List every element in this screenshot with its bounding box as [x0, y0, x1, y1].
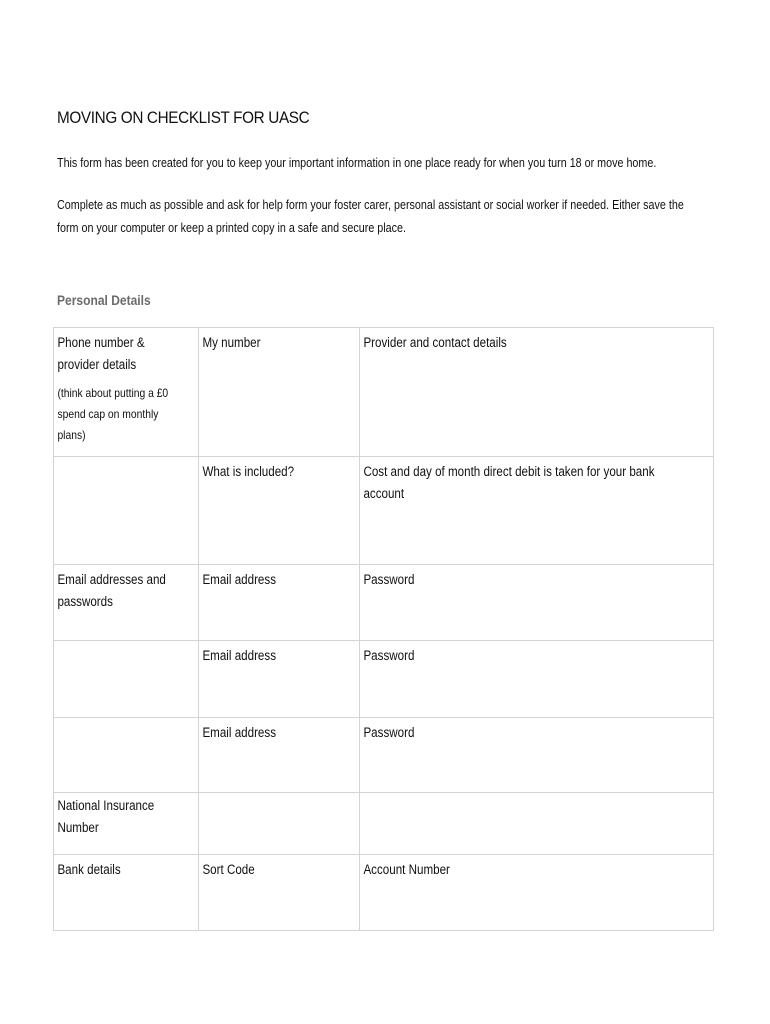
section-title-personal-details: Personal Details — [57, 292, 151, 308]
account-number-field[interactable] — [360, 855, 714, 931]
ni-label: National Insurance Number — [57, 798, 155, 835]
email-address-field-2[interactable] — [199, 641, 360, 718]
my-number-label: My number — [202, 335, 261, 350]
what-included-label: What is included? — [202, 464, 295, 479]
ni-number-field[interactable] — [199, 793, 360, 855]
email-label-cell — [54, 565, 199, 641]
empty-label-cell — [54, 457, 199, 565]
email-address-label-3: Email address — [202, 725, 277, 740]
table-row-national-insurance — [54, 793, 714, 855]
password-label-3: Password — [363, 725, 415, 740]
ni-extra-field[interactable] — [360, 793, 714, 855]
direct-debit-field[interactable] — [360, 457, 714, 565]
table-row-email-3 — [54, 718, 714, 793]
email-address-field-1[interactable] — [199, 565, 360, 641]
provider-contact-field[interactable] — [360, 328, 714, 457]
account-number-label: Account Number — [363, 862, 450, 877]
password-field-1[interactable] — [360, 565, 714, 641]
my-number-field[interactable] — [199, 328, 360, 457]
bank-label-cell — [54, 855, 199, 931]
instructions-paragraph: Complete as much as possible and ask for help form your foster carer, personal assistant or social worker if needed. Either save the form on your computer or keep a printed copy in a safe and secure place. — [57, 198, 684, 235]
password-label-2: Password — [363, 648, 415, 663]
email-address-label-2: Email address — [202, 648, 277, 663]
bank-label: Bank details — [57, 862, 121, 877]
empty-label — [54, 457, 178, 461]
password-field-2[interactable] — [360, 641, 714, 718]
phone-label-cell — [54, 328, 199, 457]
empty-label-cell — [54, 718, 199, 793]
direct-debit-label: Cost and day of month direct debit is taken for your bank account — [363, 464, 655, 501]
page-title: MOVING ON CHECKLIST FOR UASC — [57, 108, 310, 127]
sort-code-field[interactable] — [199, 855, 360, 931]
what-included-field[interactable] — [199, 457, 360, 565]
password-label-1: Password — [363, 572, 415, 587]
email-label: Email addresses and passwords — [57, 572, 166, 609]
provider-contact-label: Provider and contact details — [363, 335, 507, 350]
phone-spend-cap-note: (think about putting a £0 spend cap on monthly plans) — [57, 386, 169, 442]
table-row-email-1 — [54, 565, 714, 641]
email-address-label-1: Email address — [202, 572, 277, 587]
table-row-phone-plan — [54, 457, 714, 565]
ni-extra-value — [360, 793, 664, 795]
table-row-email-2 — [54, 641, 714, 718]
empty-label — [54, 641, 178, 645]
phone-label: Phone number & provider details — [57, 335, 145, 372]
empty-label — [54, 718, 178, 722]
sort-code-label: Sort Code — [202, 862, 255, 877]
table-row-phone — [54, 328, 714, 457]
table-row-bank — [54, 855, 714, 931]
ni-value — [199, 793, 337, 795]
password-field-3[interactable] — [360, 718, 714, 793]
intro-paragraph: This form has been created for you to keep your important information in one place ready for when you turn 18 or move home. — [57, 156, 657, 170]
email-address-field-3[interactable] — [199, 718, 360, 793]
empty-label-cell — [54, 641, 199, 718]
ni-label-cell — [54, 793, 199, 855]
personal-details-table — [53, 327, 714, 931]
